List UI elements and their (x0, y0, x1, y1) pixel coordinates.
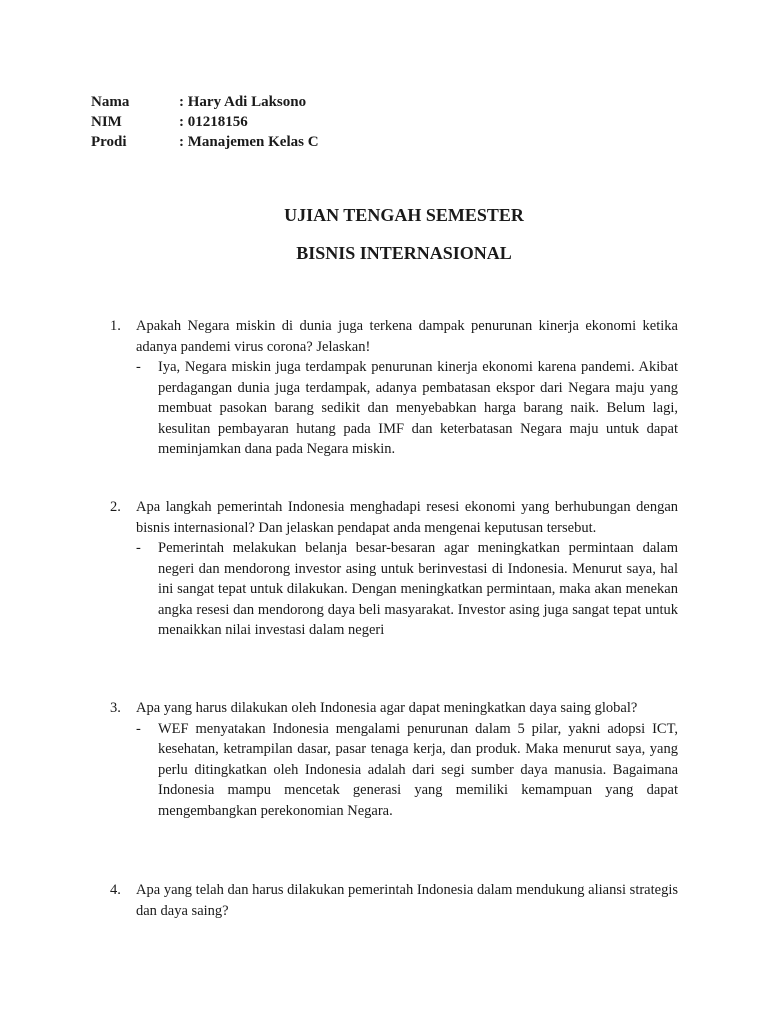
answer-marker: - (136, 359, 141, 375)
name-label: Nama (91, 94, 130, 110)
question-3 (110, 698, 678, 821)
answer-text: Pemerintah melakukan belanja besar-besaran agar meningkatkan permintaan dalam negeri dan mendorong investor asing untuk berinvestasi di Indonesia. Menurut saya, hal ini sangat tepat untuk dilakukan. Dengan meningkatkan permintaan, maka akan menekan angka resesi dan mendorong daya beli masyarakat. Investor asing juga sangat tepat untuk menaikkan nilai investasi dalam negeri (158, 540, 678, 638)
nim-row (91, 112, 319, 132)
question-number: 2. (110, 499, 121, 515)
answer-1 (136, 357, 678, 460)
question-number: 3. (110, 700, 121, 716)
name-value: : Hary Adi Laksono (179, 94, 307, 110)
prodi-label: Prodi (91, 134, 127, 150)
answer-marker: - (136, 540, 141, 556)
question-number: 1. (110, 318, 121, 334)
question-text: Apa yang harus dilakukan oleh Indonesia agar dapat meningkatkan daya saing global? (136, 700, 638, 716)
question-2 (110, 497, 678, 641)
name-row (91, 92, 319, 112)
answer-marker: - (136, 720, 141, 737)
student-info (91, 92, 319, 152)
question-number: 4. (110, 882, 121, 898)
prodi-row (91, 132, 319, 152)
answer-text: Iya, Negara miskin juga terdampak penurunan kinerja ekonomi karena pandemi. Akibat perdagangan dunia juga terdampak, adanya pembatasan ekspor dari Negara maju yang membuat pasokan barang sedikit dan menyebabkan harga barang naik. Belum lagi, kesulitan pembayaran hutang pada IMF dan keterbatasan Negara maju untuk dapat meminjamkan dana pada Negara miskin. (158, 359, 678, 457)
course-title: BISNIS INTERNASIONAL (296, 243, 512, 263)
answer-2 (136, 538, 678, 641)
question-1 (110, 316, 678, 460)
exam-title: UJIAN TENGAH SEMESTER (284, 205, 524, 225)
prodi-value: : Manajemen Kelas C (179, 134, 319, 150)
nim-value: : 01218156 (179, 114, 248, 130)
question-text: Apa langkah pemerintah Indonesia menghadapi resesi ekonomi yang berhubungan dengan bisnis internasional? Dan jelaskan pendapat anda mengenai keputusan tersebut. (136, 499, 678, 536)
question-text: Apa yang telah dan harus dilakukan pemerintah Indonesia dalam mendukung aliansi strategis dan daya saing? (136, 882, 678, 919)
answer-3 (136, 719, 678, 822)
answer-text: WEF menyatakan Indonesia mengalami penurunan dalam 5 pilar, yakni adopsi ICT, kesehatan, ketrampilan dasar, pasar tenaga kerja, dan produk. Maka menurut saya, yang perlu ditingkatkan oleh Indonesia adalah dari segi sumber daya manusia. Bagaimana Indonesia mampu mencetak generasi yang memiliki kemampuan yang dapat mengembangkan perekonomian Negara. (158, 720, 678, 819)
nim-label: NIM (91, 114, 122, 130)
question-text: Apakah Negara miskin di dunia juga terkena dampak penurunan kinerja ekonomi ketika adanya pandemi virus corona? Jelaskan! (136, 318, 678, 355)
question-4 (110, 880, 678, 921)
